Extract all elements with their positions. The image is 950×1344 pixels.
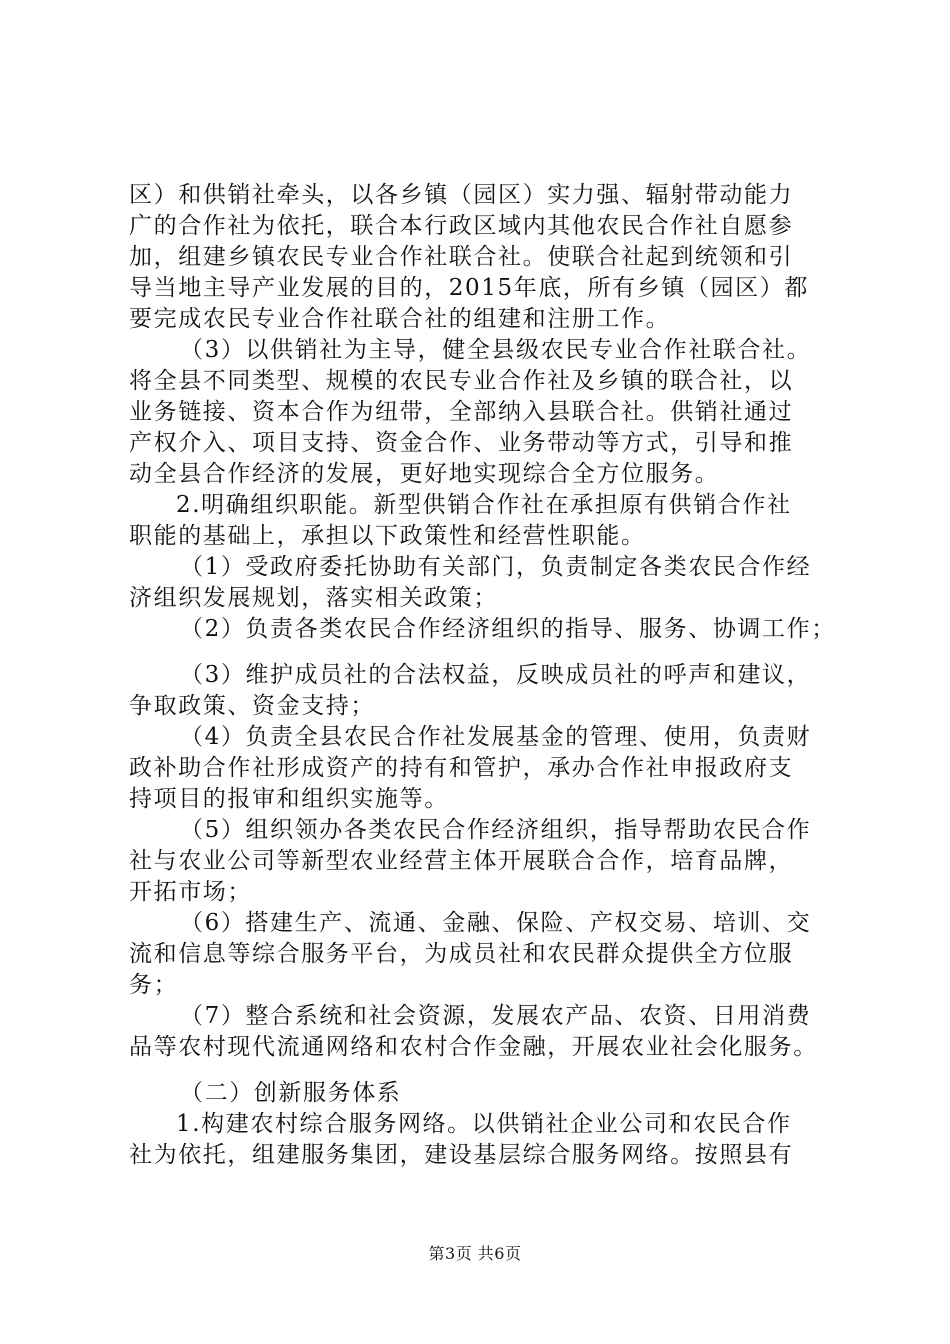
text-line: （6）搭建生产、流通、金融、保险、产权交易、培训、交: [180, 910, 812, 936]
text-line: 1.构建农村综合服务网络。以供销社企业公司和农民合作: [176, 1111, 792, 1137]
text-line: 务；: [129, 972, 179, 998]
text-line: 社为依托，组建服务集团，建设基层综合服务网络。按照县有: [129, 1142, 794, 1168]
text-line: 广的合作社为依托，联合本行政区域内其他农民合作社自愿参: [129, 213, 794, 239]
text-line: 开拓市场；: [129, 879, 252, 905]
text-line: （7）整合系统和社会资源，发展农产品、农资、日用消费: [180, 1003, 812, 1029]
text-line: 将全县不同类型、规模的农民专业合作社及乡镇的联合社，以: [129, 368, 794, 394]
text-line: 政补助合作社形成资产的持有和管护，承办合作社申报政府支: [129, 755, 794, 781]
text-line: （4）负责全县农民合作社发展基金的管理、使用，负责财: [180, 724, 812, 750]
text-line: 区）和供销社牵头，以各乡镇（园区）实力强、辐射带动能力: [129, 182, 794, 208]
text-line: 职能的基础上，承担以下政策性和经营性职能。: [129, 523, 646, 549]
text-line: 动全县合作经济的发展，更好地实现综合全方位服务。: [129, 461, 720, 487]
text-line: （1）受政府委托协助有关部门，负责制定各类农民合作经: [180, 554, 812, 580]
text-line: （2）负责各类农民合作经济组织的指导、服务、协调工作；: [180, 616, 836, 642]
text-line: （3）维护成员社的合法权益，反映成员社的呼声和建议，: [180, 662, 812, 688]
page-number-footer: 第3页 共6页: [428, 1244, 522, 1263]
text-line: 品等农村现代流通网络和农村合作金融，开展农业社会化服务。: [129, 1034, 818, 1060]
text-line: 2.明确组织职能。新型供销合作社在承担原有供销合作社: [176, 492, 792, 518]
text-line: 社与农业公司等新型农业经营主体开展联合合作，培育品牌，: [129, 848, 794, 874]
text-line: 争取政策、资金支持；: [129, 693, 375, 719]
section-heading: （二）创新服务体系: [180, 1080, 402, 1106]
text-line: 要完成农民专业合作社联合社的组建和注册工作。: [129, 306, 671, 332]
text-line: （5）组织领办各类农民合作经济组织，指导帮助农民合作: [180, 817, 812, 843]
text-line: 持项目的报审和组织实施等。: [129, 786, 449, 812]
text-line: 产权介入、项目支持、资金合作、业务带动等方式，引导和推: [129, 430, 794, 456]
text-line: 导当地主导产业发展的目的，2015年底，所有乡镇（园区）都: [129, 275, 809, 301]
text-line: 加，组建乡镇农民专业合作社联合社。使联合社起到统领和引: [129, 244, 794, 270]
text-line: 业务链接、资本合作为纽带，全部纳入县联合社。供销社通过: [129, 399, 794, 425]
text-line: 流和信息等综合服务平台，为成员社和农民群众提供全方位服: [129, 941, 794, 967]
text-line: （3）以供销社为主导，健全县级农民专业合作社联合社。: [180, 337, 812, 363]
text-line: 济组织发展规划，落实相关政策；: [129, 585, 498, 611]
